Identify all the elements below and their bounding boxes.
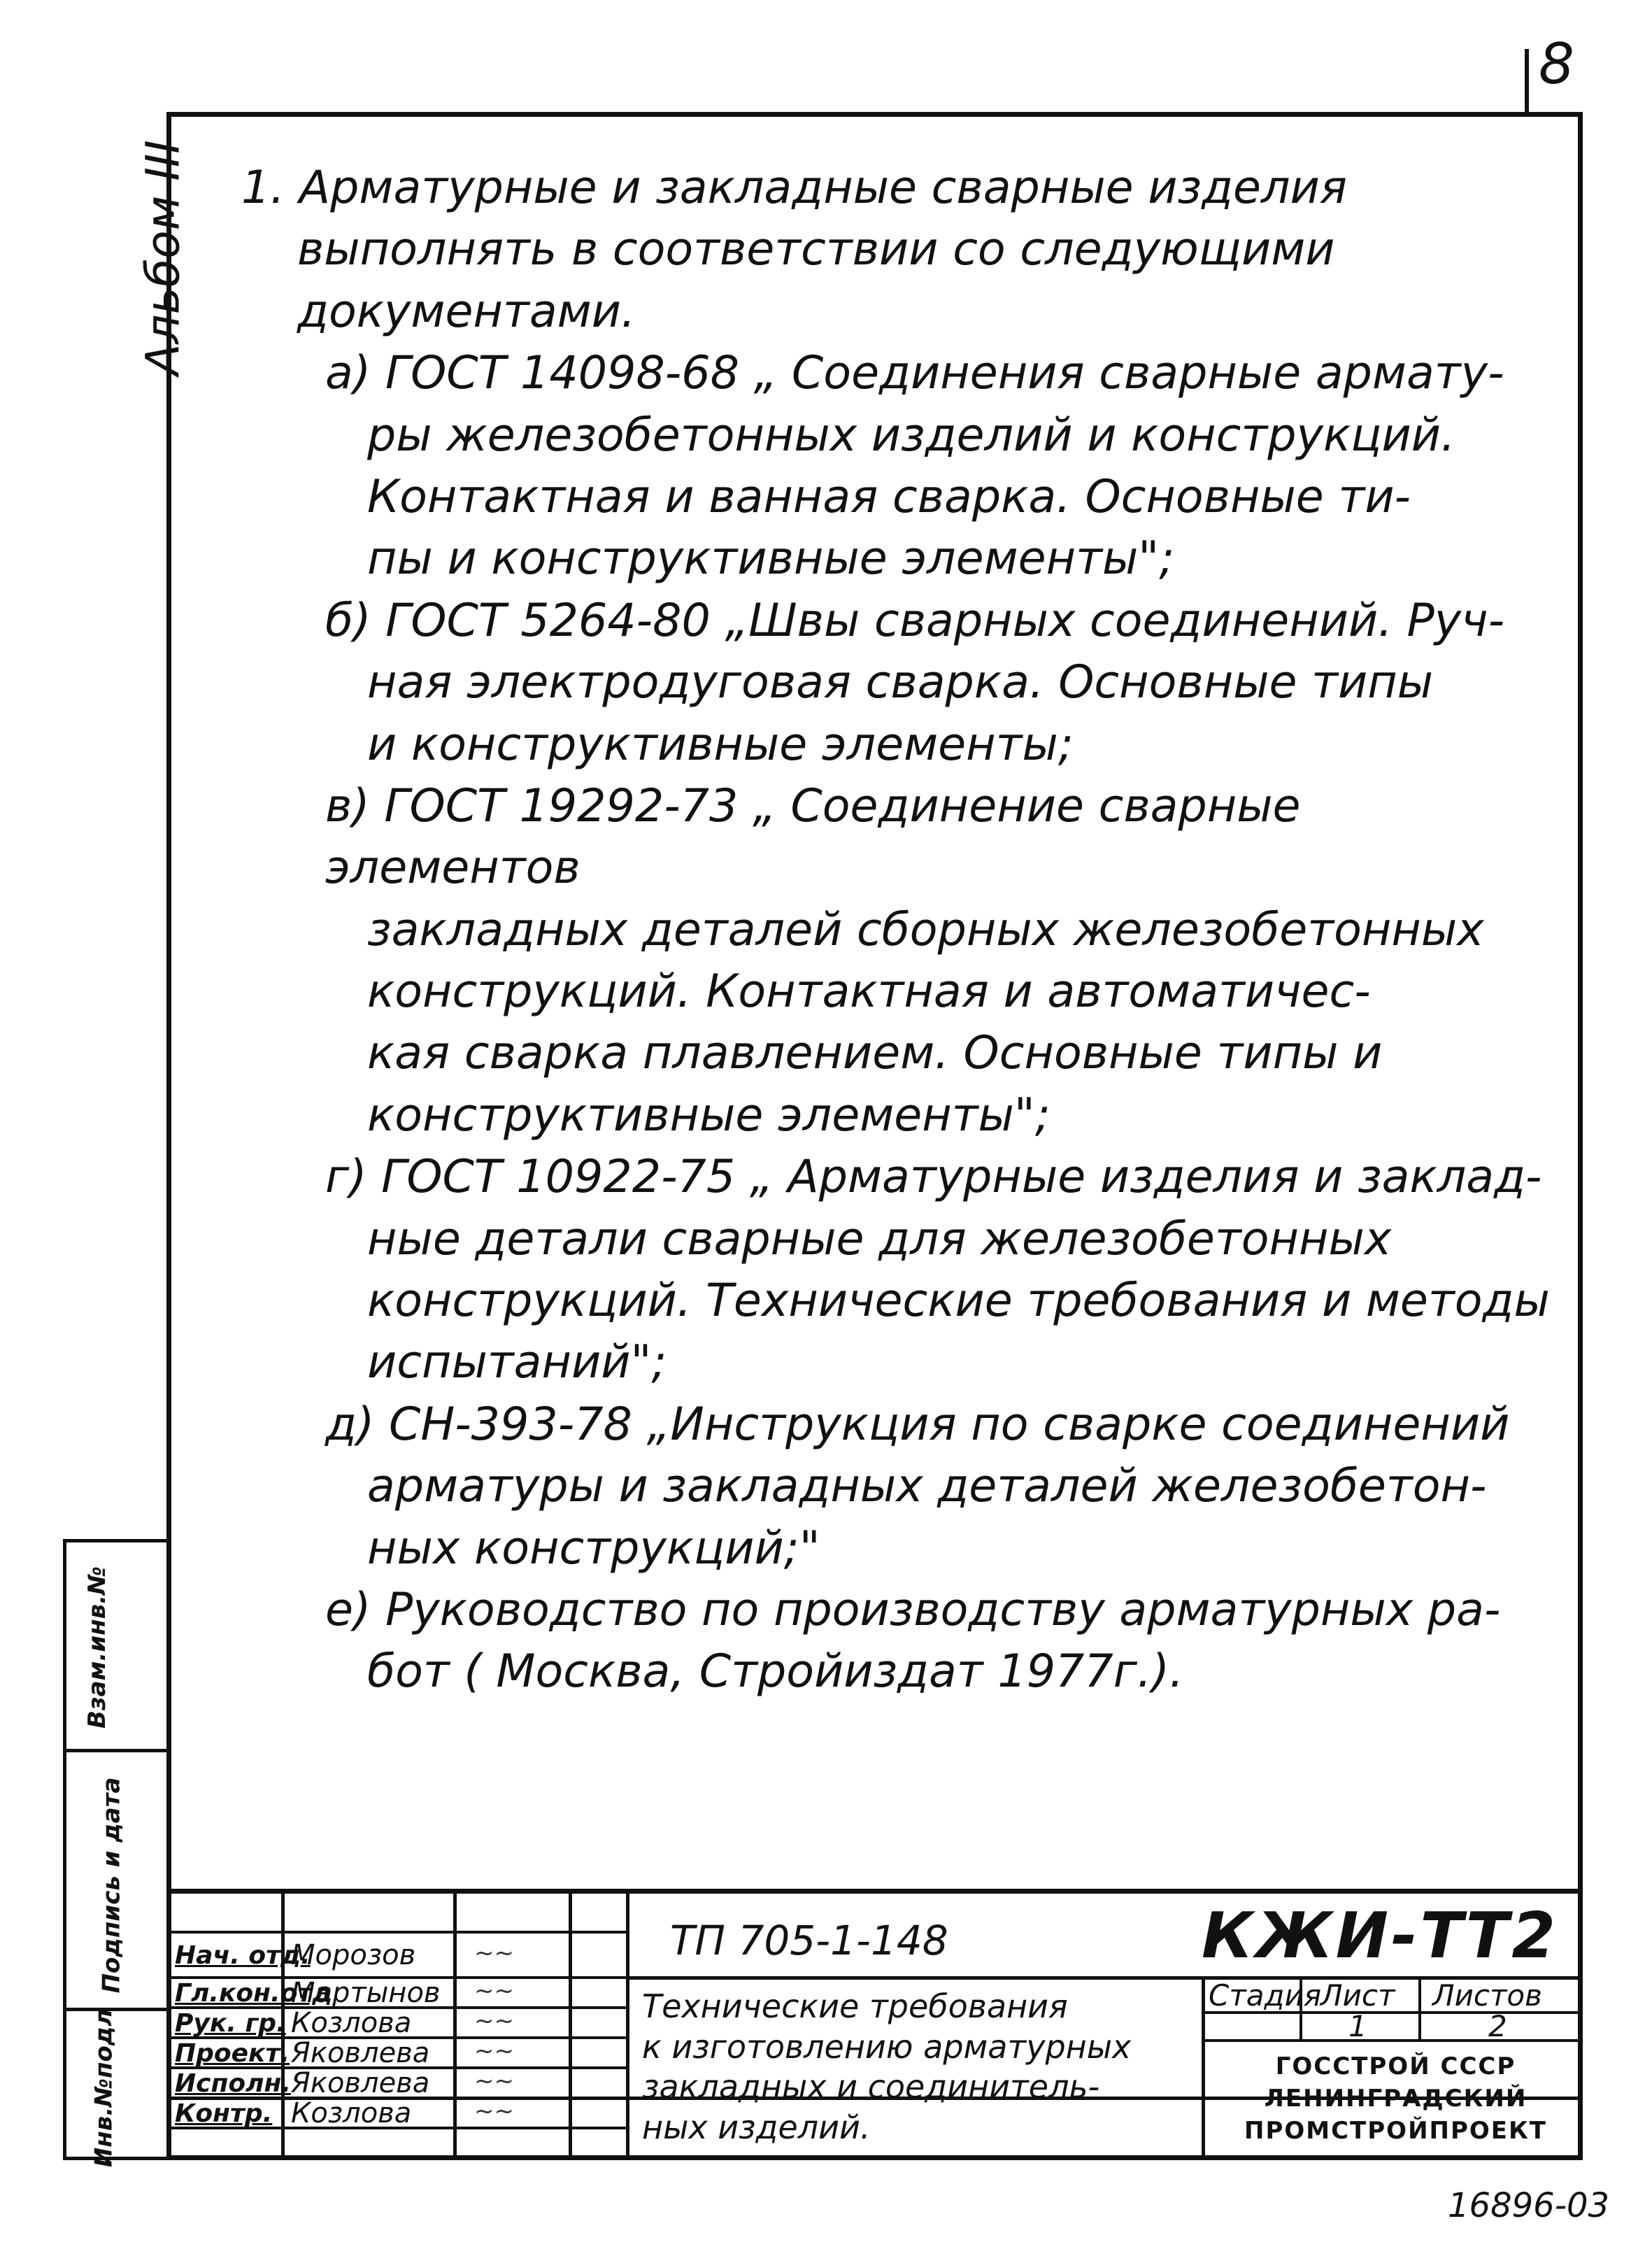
- list-item-continuation: бот ( Москва, Стройиздат 1977г.).: [367, 1645, 1184, 1698]
- replace-inv-label: Взам.инв.№: [83, 1566, 111, 1729]
- title-block: [166, 1889, 1583, 2160]
- tb-line: [166, 1931, 628, 1934]
- staff-role: Гл.кон.отд: [175, 1979, 333, 2008]
- title-line: к изготовлению арматурных: [642, 2027, 1132, 2066]
- approval-stamp-column: [63, 1539, 166, 2168]
- list-item-continuation: ры железобетонных изделий и конструкций.: [367, 409, 1455, 462]
- list-item-continuation: закладных деталей сборных железобетонных: [367, 903, 1484, 956]
- list-item-continuation: и конструктивные элементы;: [367, 718, 1074, 771]
- inv-no-cell: [66, 2008, 166, 2168]
- intro-line: выполнять в соответствии со следующими: [297, 223, 1335, 276]
- tb-line: [166, 1889, 171, 2160]
- staff-role: Исполн.: [175, 2069, 291, 2098]
- title-line: закладных и соединитель-: [642, 2068, 1100, 2106]
- org-line: ЛЕНИНГРАДСКИЙ: [1264, 2084, 1528, 2113]
- page-number-mark: [1525, 49, 1529, 112]
- list-item-continuation: испытаний";: [367, 1336, 667, 1389]
- signature-date-cell: [66, 1752, 166, 2011]
- staff-signature: ~~: [474, 1977, 514, 2005]
- staff-role: Нач. отд.: [175, 1941, 311, 1970]
- sheet-label: Лист: [1320, 1978, 1395, 2013]
- org-line: ГОССТРОЙ СССР: [1275, 2052, 1516, 2080]
- tb-line: [453, 1889, 457, 2160]
- signature-date-label: Подпись и дата: [97, 1777, 126, 1994]
- tb-line: [1418, 1976, 1421, 2041]
- list-item: а) ГОСТ 14098-68 „ Соединения сварные армату-: [325, 347, 1504, 400]
- tb-border-top: [166, 1889, 1583, 1894]
- staff-signature: ~~: [474, 2067, 514, 2095]
- list-item-continuation: ных конструкций;": [367, 1521, 820, 1575]
- staff-role: Контр.: [175, 2099, 273, 2128]
- sheets-label: Листов: [1432, 1978, 1542, 2013]
- list-item: г) ГОСТ 10922-75 „ Арматурные изделия и заклад-: [325, 1151, 1542, 1204]
- list-item-continuation: конструктивные элементы";: [367, 1088, 1051, 1142]
- staff-signature: ~~: [474, 2007, 514, 2035]
- list-item: в) ГОСТ 19292-73 „ Соединение сварные элементов: [325, 779, 1301, 895]
- staff-name: Яковлева: [291, 2067, 430, 2099]
- document-number: ТП 705-1-148: [670, 1917, 948, 1964]
- staff-name: Козлова: [291, 2007, 412, 2039]
- inv-no-label: Инв.№подл: [90, 2008, 118, 2168]
- list-item: д) СН-393-78 „Инструкция по сварке соединений: [325, 1398, 1510, 1451]
- staff-name: Козлова: [291, 2097, 412, 2129]
- list-item-continuation: ные детали сварные для железобетонных: [367, 1212, 1392, 1265]
- staff-name: Яковлева: [291, 2037, 430, 2069]
- stage-label: Стадия: [1209, 1978, 1322, 2013]
- sheet-value: 1: [1348, 2009, 1367, 2043]
- list-item-continuation: пы и конструктивные элементы";: [367, 532, 1175, 586]
- organization: [1209, 2051, 1583, 2148]
- staff-signature: ~~: [474, 2037, 514, 2065]
- staff-signature: ~~: [474, 1939, 514, 1967]
- title-line: ных изделий.: [642, 2108, 871, 2146]
- list-item-continuation: Контактная и ванная сварка. Основные ти-: [367, 470, 1411, 523]
- album-label: Альбом III: [136, 140, 190, 376]
- list-item-continuation: ная электродуговая сварка. Основные типы: [367, 656, 1434, 709]
- sheets-value: 2: [1488, 2009, 1507, 2043]
- tb-line: [569, 1889, 572, 2160]
- staff-role: Рук. гр.: [175, 2009, 286, 2038]
- list-item-continuation: кая сварка плавлением. Основные типы и: [367, 1027, 1383, 1080]
- list-item-continuation: конструкций. Технические требования и методы: [367, 1275, 1550, 1328]
- title-line: Технические требования: [642, 1987, 1068, 2025]
- staff-name: Морозов: [291, 1939, 416, 1971]
- staff-signature: ~~: [474, 2097, 514, 2125]
- org-line: ПРОМСТРОЙПРОЕКТ: [1244, 2116, 1548, 2145]
- replace-inv-cell: [66, 1542, 166, 1752]
- staff-role: Проект.: [175, 2039, 290, 2068]
- footer-code: 16896-03: [1448, 2186, 1610, 2225]
- list-item: б) ГОСТ 5264-80 „Швы сварных соединений. Руч-: [325, 594, 1505, 647]
- requirements-text: [241, 157, 1556, 1703]
- list-item: е) Руководство по производству арматурных ра-: [325, 1583, 1501, 1636]
- tb-line: [626, 1889, 629, 2160]
- tb-line: [1202, 2039, 1583, 2042]
- document-code: КЖИ-ТТ2: [1202, 1899, 1558, 1973]
- page-number: 8: [1539, 31, 1574, 97]
- tb-line: [1202, 1976, 1205, 2160]
- staff-name: Мартынов: [291, 1977, 441, 2009]
- list-item-continuation: арматуры и закладных деталей железобетон-: [367, 1460, 1487, 1513]
- list-item-continuation: конструкций. Контактная и автоматичес-: [367, 965, 1371, 1019]
- intro-line: 1. Арматурные и закладные сварные изделия: [241, 162, 1347, 214]
- document-title: [642, 1987, 1131, 2148]
- intro-line: документами.: [297, 285, 636, 338]
